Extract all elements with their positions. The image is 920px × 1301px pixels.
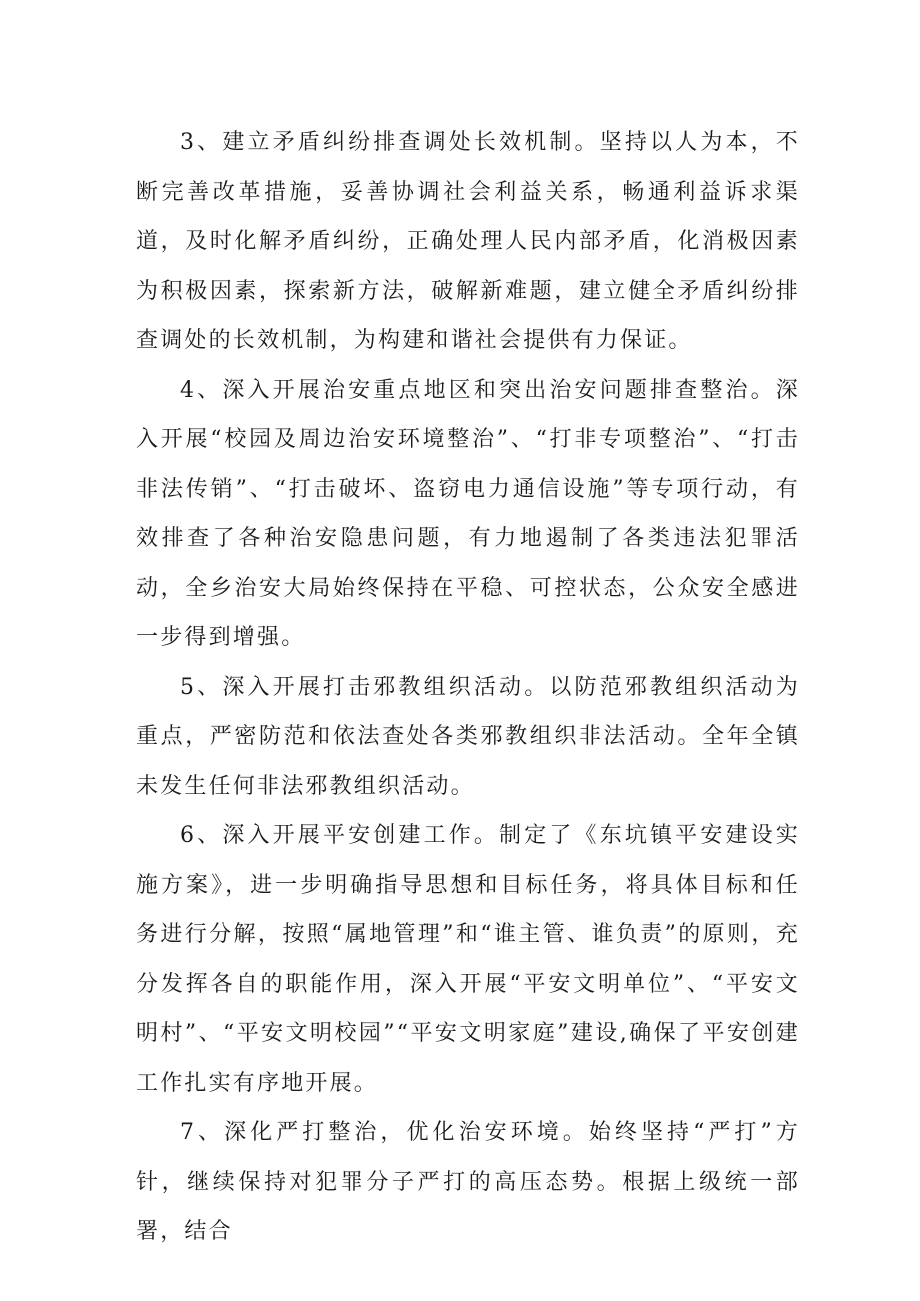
paragraph-item-5: 5、深入开展打击邪教组织活动。以防范邪教组织活动为重点，严密防范和依法查处各类邪教组织非法活动。全年全镇未发生任何非法邪教组织活动。 bbox=[136, 674, 800, 799]
paragraph-item-4: 4、深入开展治安重点地区和突出治安问题排查整治。深入开展“校园及周边治安环境整治”、“打非专项整治”、“打击非法传销”、“打击破坏、盗窃电力通信设施”等专项行动，有效排查了各种治安隐患问题，有力地遏制了各类违法犯罪活动，全乡治安大局始终保持在平稳、可控状态，公众安全感进一步得到增强。 bbox=[136, 377, 800, 650]
paragraph-item-7: 7、深化严打整治，优化治安环境。始终坚持“严打”方针，继续保持对犯罪分子严打的高压态势。根据上级统一部署，结合 bbox=[136, 1120, 800, 1244]
paragraph-item-3: 3、建立矛盾纠纷排查调处长效机制。坚持以人为本，不断完善改革措施，妥善协调社会利益关系，畅通利益诉求渠道，及时化解矛盾纠纷，正确处理人民内部矛盾，化消极因素为积极因素，探索新方法，破解新难题，建立健全矛盾纠纷排查调处的长效机制，为构建和谐社会提供有力保证。 bbox=[136, 130, 800, 353]
document-body bbox=[136, 118, 800, 1257]
paragraph-item-6: 6、深入开展平安创建工作。制定了《东坑镇平安建设实施方案》，进一步明确指导思想和目标任务，将具体目标和任务进行分解，按照“属地管理”和“谁主管、谁负责”的原则，充分发挥各自的职能作用，深入开展“平安文明单位”、“平安文明村”、“平安文明校园”“平安文明家庭”建设,确保了平安创建工作扎实有序地开展。 bbox=[136, 823, 800, 1096]
